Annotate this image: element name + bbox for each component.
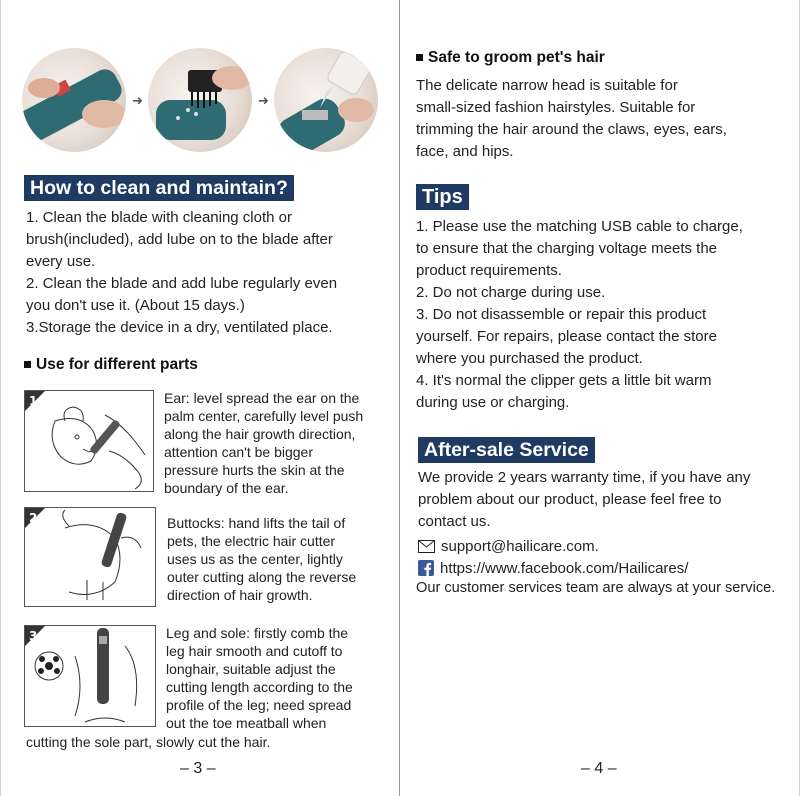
- part-line: along the hair growth direction,: [164, 426, 356, 442]
- service-line: contact us.: [418, 513, 491, 530]
- facebook-contact: [418, 557, 688, 579]
- tips-line: 1. Please use the matching USB cable to charge,: [416, 218, 743, 235]
- safe-line: small-sized fashion hairstyles. Suitable for: [416, 99, 696, 116]
- figure-number: 3: [29, 629, 38, 643]
- tips-line: to ensure that the charging voltage meets the: [416, 240, 718, 257]
- service-section-title: After-sale Service: [418, 437, 595, 463]
- service-line: problem about our product, please feel free to: [418, 491, 722, 508]
- tips-section-title: Tips: [416, 184, 469, 210]
- clean-line: brush(included), add lube on to the blade after: [26, 231, 333, 248]
- clean-section-title: How to clean and maintain?: [24, 175, 294, 201]
- leg-sole-illustration: [24, 625, 156, 727]
- part-line: attention can't be bigger: [164, 444, 314, 460]
- buttocks-instructions: [167, 514, 395, 604]
- leg-grooming-drawing-icon: [25, 626, 155, 726]
- clipper-blade-photo-icon: [22, 48, 126, 152]
- part-line: cutting length according to the: [166, 679, 353, 695]
- cleaning-brush-photo-icon: [148, 48, 252, 152]
- bullet-square-icon: [24, 361, 31, 368]
- safe-title-text: Safe to groom pet's hair: [428, 49, 605, 66]
- part-line: pets, the electric hair cutter: [167, 533, 336, 549]
- part-line: Leg and sole: firstly comb the: [166, 625, 349, 641]
- tips-line: 4. It's normal the clipper gets a little bit warm: [416, 372, 712, 389]
- buttocks-grooming-drawing-icon: [25, 508, 155, 606]
- clean-line: 3.Storage the device in a dry, ventilated place.: [26, 319, 333, 336]
- part-line: leg hair smooth and cutoff to: [166, 643, 343, 659]
- page-number-right: – 4 –: [581, 760, 617, 777]
- ear-illustration: [24, 390, 154, 492]
- part-line: profile of the leg; need spread: [166, 697, 352, 713]
- email-icon: [418, 540, 435, 553]
- arrow-right-icon: ➜: [258, 93, 269, 108]
- part-line: Ear: level spread the ear on the: [164, 390, 360, 406]
- email-contact: [418, 535, 599, 557]
- safe-description: [416, 75, 791, 163]
- ear-instructions: [164, 389, 394, 497]
- facebook-link[interactable]: https://www.facebook.com/Hailicares/: [440, 559, 689, 577]
- clean-line: 1. Clean the blade with cleaning cloth or: [26, 209, 293, 226]
- leg-sole-instructions: [166, 624, 396, 732]
- clean-line: every use.: [26, 253, 96, 270]
- part-line: pressure hurts the skin at the: [164, 462, 345, 478]
- safe-line: The delicate narrow head is suitable for: [416, 77, 678, 94]
- tips-line: 3. Do not disassemble or repair this product: [416, 306, 707, 323]
- tips-line: yourself. For repairs, please contact the store: [416, 328, 717, 345]
- facebook-icon: [418, 560, 434, 576]
- page-divider: [399, 0, 400, 796]
- service-line: We provide 2 years warranty time, if you have any: [418, 469, 751, 486]
- figure-number: 2: [29, 511, 38, 525]
- parts-section-title: [24, 356, 198, 374]
- safe-section-title: [416, 49, 605, 67]
- page-edge-left: [0, 0, 1, 796]
- clean-line: you don't use it. (About 15 days.): [26, 297, 245, 314]
- buttocks-illustration: [24, 507, 156, 607]
- leg-sole-last-line: cutting the sole part, slowly cut the hair.: [26, 734, 271, 750]
- part-line: direction of hair growth.: [167, 587, 313, 603]
- figure-number: 1: [29, 394, 38, 408]
- email-address[interactable]: support@hailicare.com.: [441, 537, 599, 555]
- tips-line: product requirements.: [416, 262, 562, 279]
- part-line: palm center, carefully level push: [164, 408, 364, 424]
- tips-list: [416, 216, 791, 414]
- part-line: outer cutting along the reverse: [167, 569, 357, 585]
- clean-instructions: [26, 207, 386, 339]
- tips-line: during use or charging.: [416, 394, 570, 411]
- service-description: [418, 467, 793, 533]
- part-line: uses us as the center, lightly: [167, 551, 343, 567]
- bullet-square-icon: [416, 54, 423, 61]
- arrow-right-icon: ➜: [132, 93, 143, 108]
- service-closing: Our customer services team are always at your service.: [416, 580, 776, 596]
- page-number-left: – 3 –: [180, 760, 216, 777]
- tips-line: where you purchased the product.: [416, 350, 643, 367]
- parts-title-text: Use for different parts: [36, 356, 198, 373]
- part-line: out the toe meatball when: [166, 715, 327, 731]
- tips-line: 2. Do not charge during use.: [416, 284, 606, 301]
- safe-line: face, and hips.: [416, 143, 514, 160]
- clean-line: 2. Clean the blade and add lube regularly even: [26, 275, 338, 292]
- lube-bottle-photo-icon: [274, 48, 378, 152]
- part-line: Buttocks: hand lifts the tail of: [167, 515, 346, 531]
- part-line: longhair, suitable adjust the: [166, 661, 336, 677]
- safe-line: trimming the hair around the claws, eyes, ears,: [416, 121, 727, 138]
- ear-grooming-drawing-icon: [25, 391, 153, 491]
- part-line: boundary of the ear.: [164, 480, 289, 496]
